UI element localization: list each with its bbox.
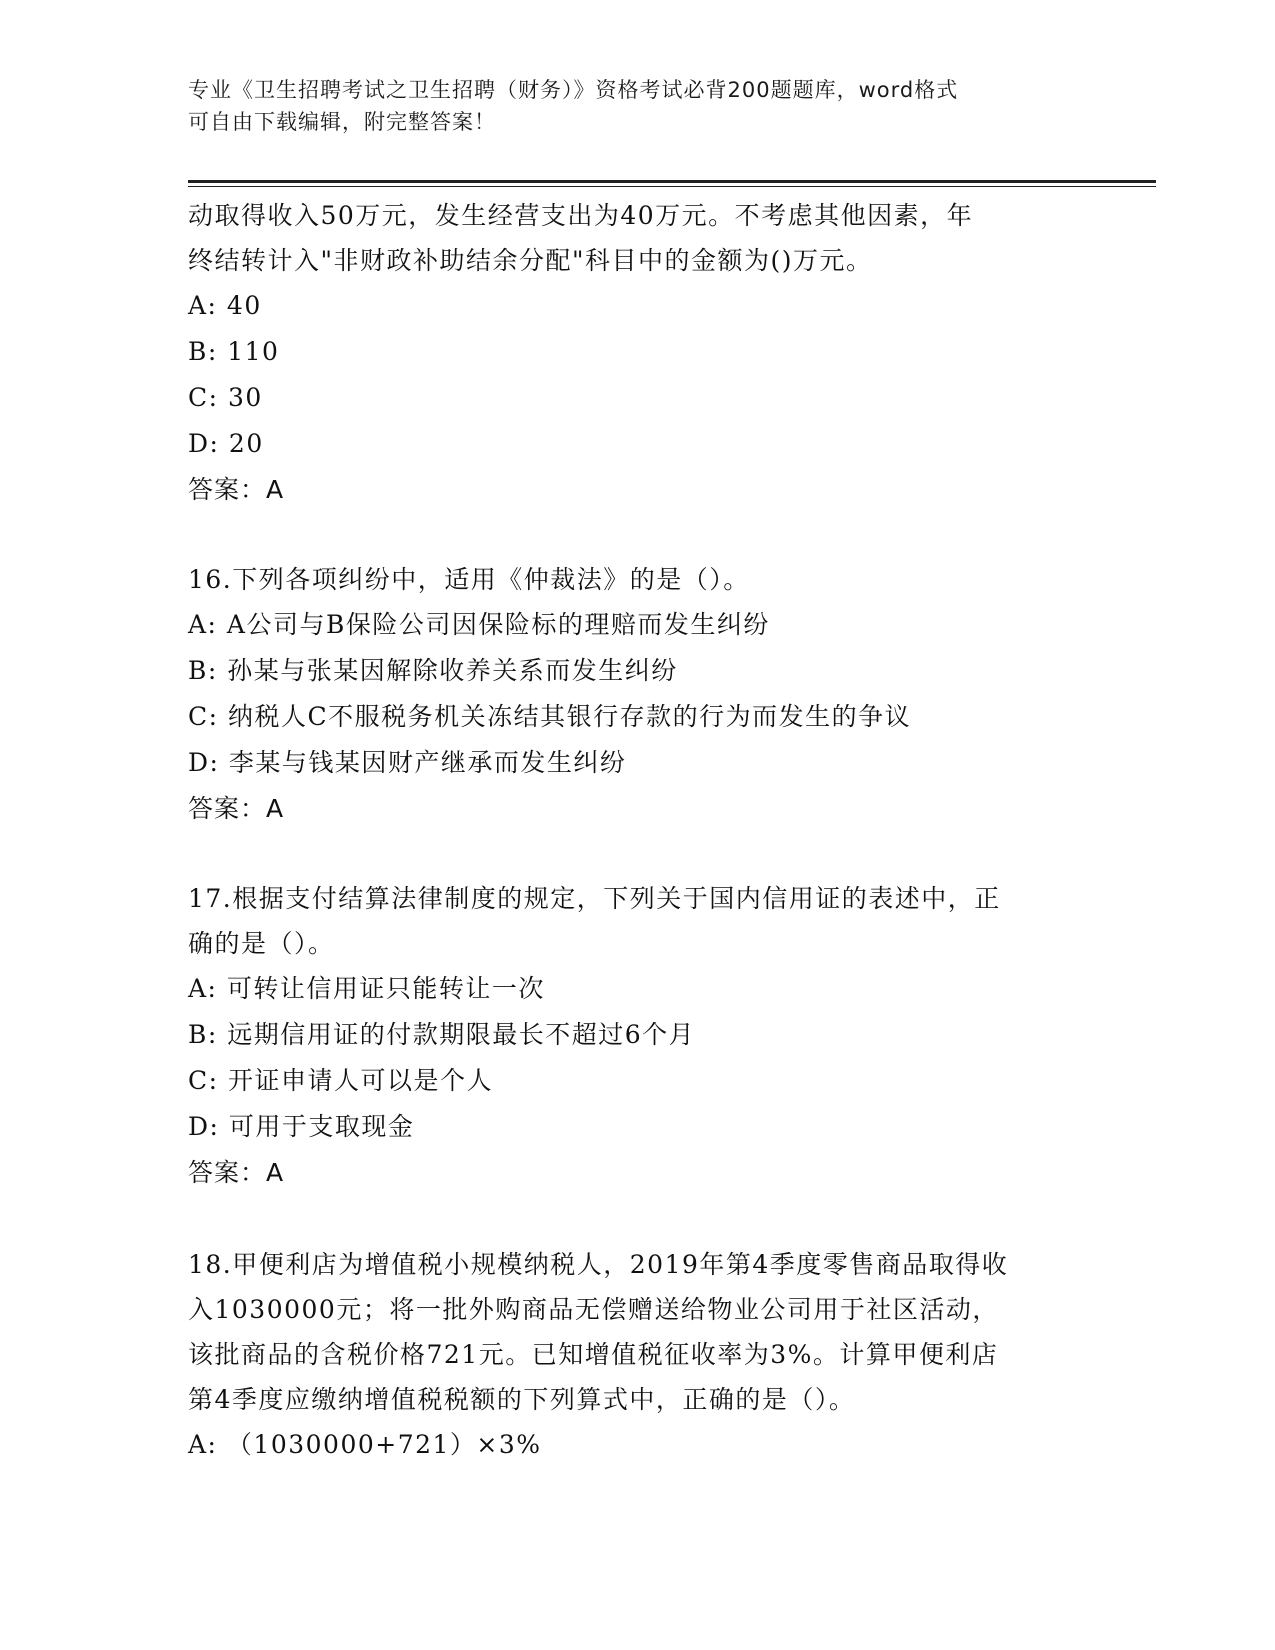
option-d: D: 李某与钱某因财产继承而发生纠纷 [188, 748, 627, 777]
question-16 [188, 557, 1088, 832]
option-c: C: 30 [188, 383, 263, 412]
answer-line: 答案：A [188, 1158, 285, 1187]
header-divider-thick [188, 180, 1156, 183]
question-text-line: 17.根据支付结算法律制度的规定，下列关于国内信用证的表述中，正 [188, 884, 1001, 913]
header-divider-thin [188, 186, 1156, 187]
question-list [188, 193, 1088, 1468]
question-text-line: 终结转计入"非财政补助结余分配"科目中的金额为()万元。 [188, 246, 873, 275]
question-text-line: 18.甲便利店为增值税小规模纳税人，2019年第4季度零售商品取得收 [188, 1250, 1009, 1279]
option-a: A: 可转让信用证只能转让一次 [188, 974, 545, 1003]
option-c: C: 开证申请人可以是个人 [188, 1066, 493, 1095]
document-header [188, 74, 1068, 138]
option-b: B: 孙某与张某因解除收养关系而发生纠纷 [188, 656, 678, 685]
question-18 [188, 1242, 1088, 1468]
question-text-line: 第4季度应缴纳增值税税额的下列算式中，正确的是（）。 [188, 1385, 856, 1414]
question-17 [188, 876, 1088, 1196]
option-b: B: 远期信用证的付款期限最长不超过6个月 [188, 1020, 696, 1049]
header-line-1: 专业《卫生招聘考试之卫生招聘（财务）》资格考试必背200题题库，word格式 [188, 78, 959, 102]
option-d: D: 20 [188, 429, 264, 458]
option-d: D: 可用于支取现金 [188, 1112, 415, 1141]
question-text-line: 动取得收入50万元，发生经营支出为40万元。不考虑其他因素，年 [188, 201, 974, 230]
option-c: C: 纳税人C不服税务机关冻结其银行存款的行为而发生的争议 [188, 702, 912, 731]
header-line-2: 可自由下载编辑，附完整答案！ [188, 110, 496, 134]
option-a: A: 40 [188, 291, 262, 320]
question-text-line: 入1030000元；将一批外购商品无偿赠送给物业公司用于社区活动， [188, 1295, 999, 1324]
question-15 [188, 193, 1088, 513]
option-a: A: （1030000+721）×3% [188, 1430, 542, 1459]
question-text-line: 确的是（）。 [188, 929, 335, 958]
question-text-line: 该批商品的含税价格721元。已知增值税征收率为3%。计算甲便利店 [188, 1340, 999, 1369]
option-b: B: 110 [188, 337, 280, 366]
question-text-line: 16.下列各项纠纷中，适用《仲裁法》的是（）。 [188, 565, 750, 594]
answer-line: 答案：A [188, 475, 285, 504]
option-a: A: A公司与B保险公司因保险标的理赔而发生纠纷 [188, 610, 770, 639]
answer-line: 答案：A [188, 794, 285, 823]
